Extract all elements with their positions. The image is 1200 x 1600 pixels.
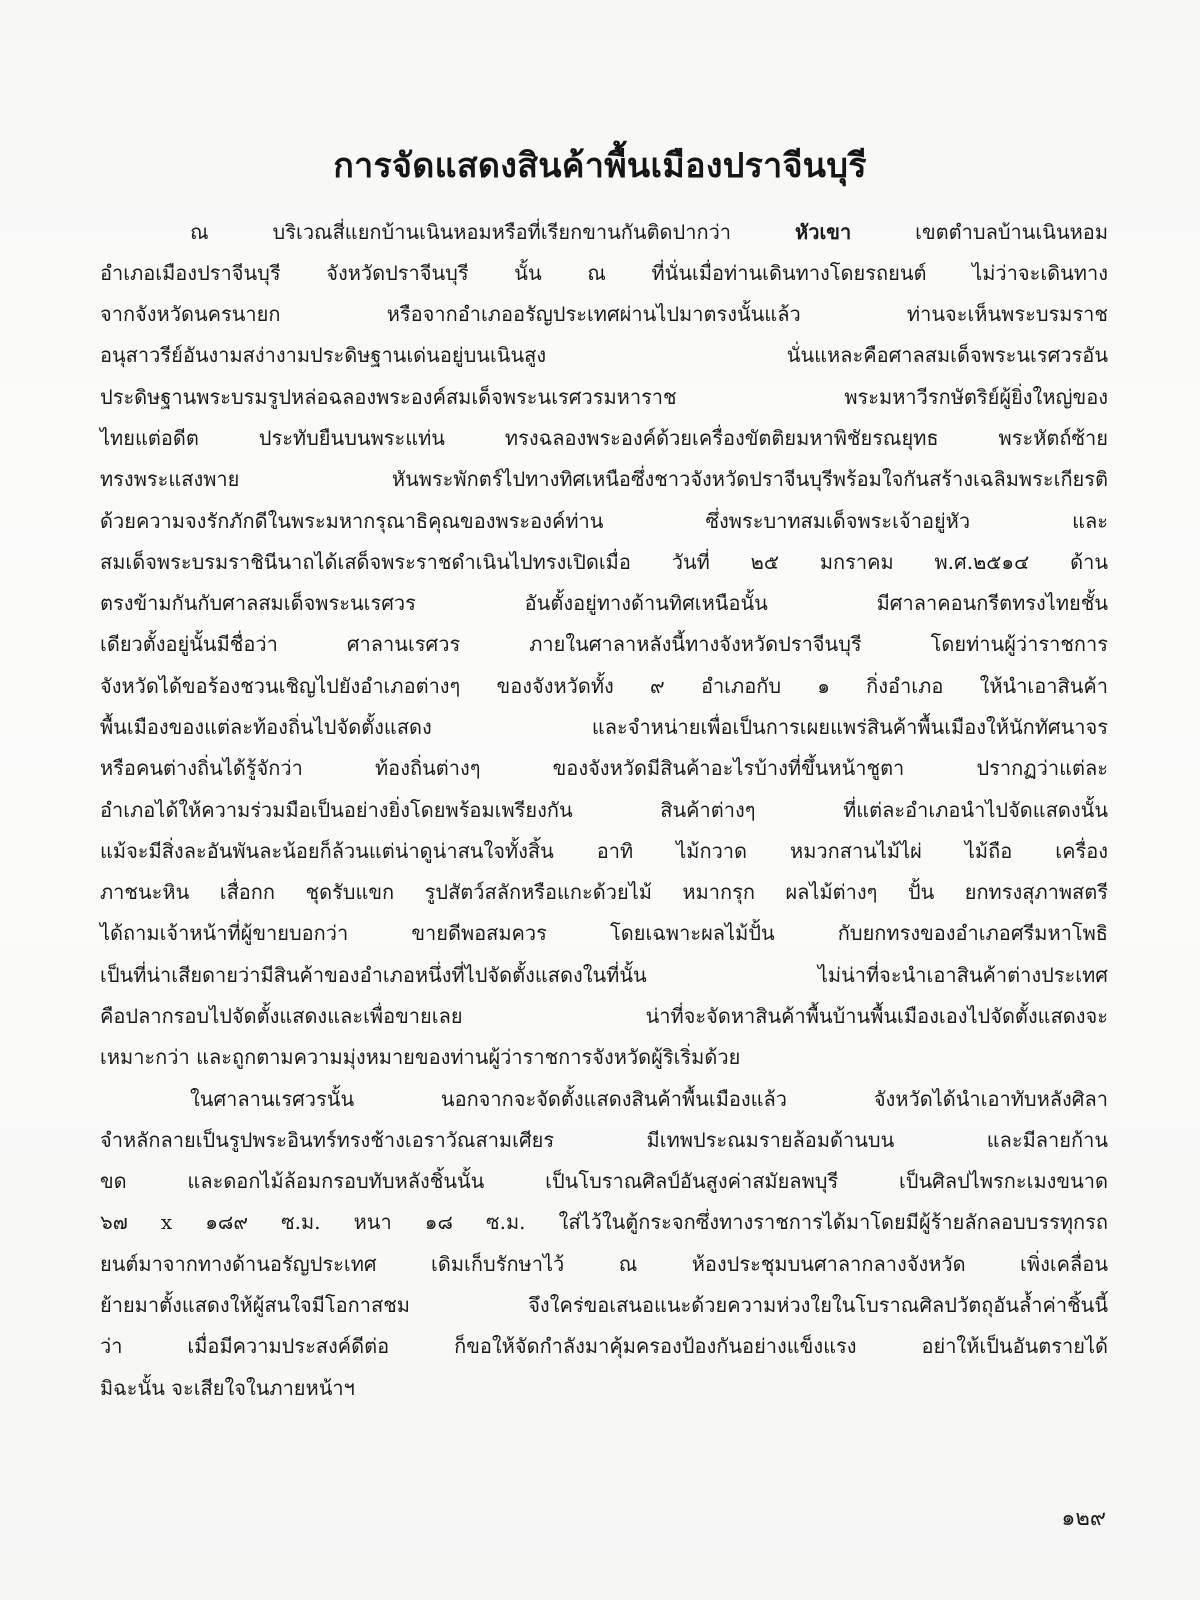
- text-line: ภาชนะหิน เสื่อกก ชุดรับแขก รูปสัตว์สลักหรือแกะด้วยไม้ หมากรุก ผลไม้ต่างๆ ปั้น ยกทรงสุภาพสตรี: [100, 880, 1108, 904]
- text-line: อนุสาวรีย์อันงามสง่างามประดิษฐานเด่นอยู่บนเนินสูง นั่นแหละคือศาลสมเด็จพระนเรศวรอัน: [100, 343, 1108, 367]
- text-line: ได้ถามเจ้าหน้าที่ผู้ขายบอกว่า ขายดีพอสมควร โดยเฉพาะผลไม้ปั้น กับยกทรงของอำเภอศรีมหาโพธิ: [100, 921, 1108, 945]
- text-line: จากจังหวัดนครนายก หรือจากอำเภออรัญประเทศผ่านไปมาตรงนั้นแล้ว ท่านจะเห็นพระบรมราช: [100, 302, 1108, 326]
- text-line: สมเด็จพระบรมราชินีนาถได้เสด็จพระราชดำเนินไปทรงเปิดเมื่อ วันที่ ๒๕ มกราคม พ.ศ.๒๕๑๔ ด้าน: [100, 550, 1108, 574]
- text-line: ขด และดอกไม้ล้อมกรอบทับหลังชิ้นนั้น เป็นโบราณศิลป์อันสูงค่าสมัยลพบุรี เป็นศิลปไพรกะเมงขนาด: [100, 1169, 1108, 1193]
- text-line: พื้นเมืองของแต่ละท้องถิ่นไปจัดตั้งแสดง และจำหน่ายเพื่อเป็นการเผยแพร่สินค้าพื้นเมืองให้นักทัศนาจร: [100, 715, 1108, 739]
- text-line: คือปลากรอบไปจัดตั้งแสดงและเพื่อขายเลย น่าที่จะจัดหาสินค้าพื้นบ้านพื้นเมืองเองไปจัดตั้งแสดงจะ: [100, 1004, 1108, 1028]
- text-line: ในศาลานเรศวรนั้น นอกจากจะจัดตั้งแสดงสินค้าพื้นเมืองแล้ว จังหวัดได้นำเอาทับหลังศิลา: [190, 1087, 1108, 1111]
- text-line: ทรงพระแสงพาย หันพระพักตร์ไปทางทิศเหนือซึ่งชาวจังหวัดปราจีนบุรีพร้อมใจกันสร้างเฉลิมพระเกียรติ: [100, 467, 1108, 491]
- text-line: มิฉะนั้น จะเสียใจในภายหน้าฯ: [100, 1376, 355, 1400]
- text-line: ๖๗ x ๑๘๙ ซ.ม. หนา ๑๘ ซ.ม. ใส่ไว้ในตู้กระจกซึ่งทางราชการได้มาโดยมีผู้ร้ายลักลอบบรรทุกรถ: [100, 1210, 1108, 1234]
- text-line: หรือคนต่างถิ่นได้รู้จักว่า ท้องถิ่นต่างๆ ของจังหวัดมีสินค้าอะไรบ้างที่ขึ้นหน้าชูตา ปรากฏว่าแต่ละ: [100, 756, 1108, 780]
- text-span: เขตตำบลบ้านเนินหอม: [851, 220, 1108, 244]
- text-line: จำหลักลายเป็นรูปพระอินทร์ทรงช้างเอราวัณสามเศียร มีเทพประณมรายล้อมด้านบน และมีลายก้าน: [100, 1128, 1108, 1152]
- bold-keyword: หัวเขา: [795, 220, 852, 244]
- document-title: การจัดแสดงสินค้าพื้นเมืองปราจีนบุรี: [333, 146, 867, 186]
- text-line: ยนต์มาจากทางด้านอรัญประเทศ เดิมเก็บรักษาไว้ ณ ห้องประชุมบนศาลากลางจังหวัด เพิ่งเคลื่อน: [100, 1252, 1108, 1276]
- text-line: จังหวัดได้ขอร้องชวนเชิญไปยังอำเภอต่างๆ ของจังหวัดทั้ง ๙ อำเภอกับ ๑ กิ่งอำเภอ ให้นำเอาสินค้า: [100, 674, 1108, 698]
- text-line: ว่า เมื่อมีความประสงค์ดีต่อ ก็ขอให้จัดกำลังมาคุ้มครองป้องกันอย่างแข็งแรง อย่าให้เป็นอันตรายได้: [100, 1334, 1108, 1358]
- text-line: [190, 219, 1108, 245]
- text-line: ประดิษฐานพระบรมรูปหล่อฉลองพระองค์สมเด็จพระนเรศวรมหาราช พระมหาวีรกษัตริย์ผู้ยิ่งใหญ่ของ: [100, 385, 1108, 409]
- text-line: เป็นที่น่าเสียดายว่ามีสินค้าของอำเภอหนึ่งที่ไปจัดตั้งแสดงในที่นั้น ไม่น่าที่จะนำเอาสินค้าต่างประเทศ: [100, 963, 1108, 987]
- text-line: อำเภอเมืองปราจีนบุรี จังหวัดปราจีนบุรี นั้น ณ ที่นั่นเมื่อท่านเดินทางโดยรถยนต์ ไม่ว่าจะเดินทาง: [100, 261, 1108, 285]
- text-line: อำเภอได้ให้ความร่วมมือเป็นอย่างยิ่งโดยพร้อมเพรียงกัน สินค้าต่างๆ ที่แต่ละอำเภอนำไปจัดแสดงนั้น: [100, 798, 1108, 822]
- text-line: ตรงข้ามกันกับศาลสมเด็จพระนเรศวร อันตั้งอยู่ทางด้านทิศเหนือนั้น มีศาลาคอนกรีตทรงไทยชั้น: [100, 591, 1108, 615]
- text-line: ย้ายมาตั้งแสดงให้ผู้สนใจมีโอกาสชม จึงใคร่ขอเสนอแนะด้วยความห่วงใยในโบราณศิลปวัตถุอันล้ำค่าชิ้นนี้: [100, 1293, 1108, 1317]
- text-line: เดียวตั้งอยู่นั้นมีชื่อว่า ศาลานเรศวร ภายในศาลาหลังนี้ทางจังหวัดปราจีนบุรี โดยท่านผู้ว่าราชการ: [100, 632, 1108, 656]
- page-number: ๑๒๙: [1061, 1506, 1106, 1531]
- text-line: เหมาะกว่า และถูกตามความมุ่งหมายของท่านผู้ว่าราชการจังหวัดผู้ริเริ่มด้วย: [100, 1045, 741, 1069]
- text-line: ไทยแต่อดีต ประทับยืนบนพระแท่น ทรงฉลองพระองค์ด้วยเครื่องขัตติยมหาพิชัยรณยุทธ พระหัตถ์ซ้าย: [100, 426, 1108, 450]
- text-span: ณ บริเวณสี่แยกบ้านเนินหอมหรือที่เรียกขานกันติดปากว่า: [190, 220, 796, 244]
- text-line: ด้วยความจงรักภักดีในพระมหากรุณาธิคุณของพระองค์ท่าน ซึ่งพระบาทสมเด็จพระเจ้าอยู่หัว และ: [100, 509, 1108, 533]
- text-line: แม้จะมีสิ่งละอันพันละน้อยก็ล้วนแต่น่าดูน่าสนใจทั้งสิ้น อาทิ ไม้กวาด หมวกสานไม้ไผ่ ไม้ถือ เครื่อง: [100, 839, 1108, 863]
